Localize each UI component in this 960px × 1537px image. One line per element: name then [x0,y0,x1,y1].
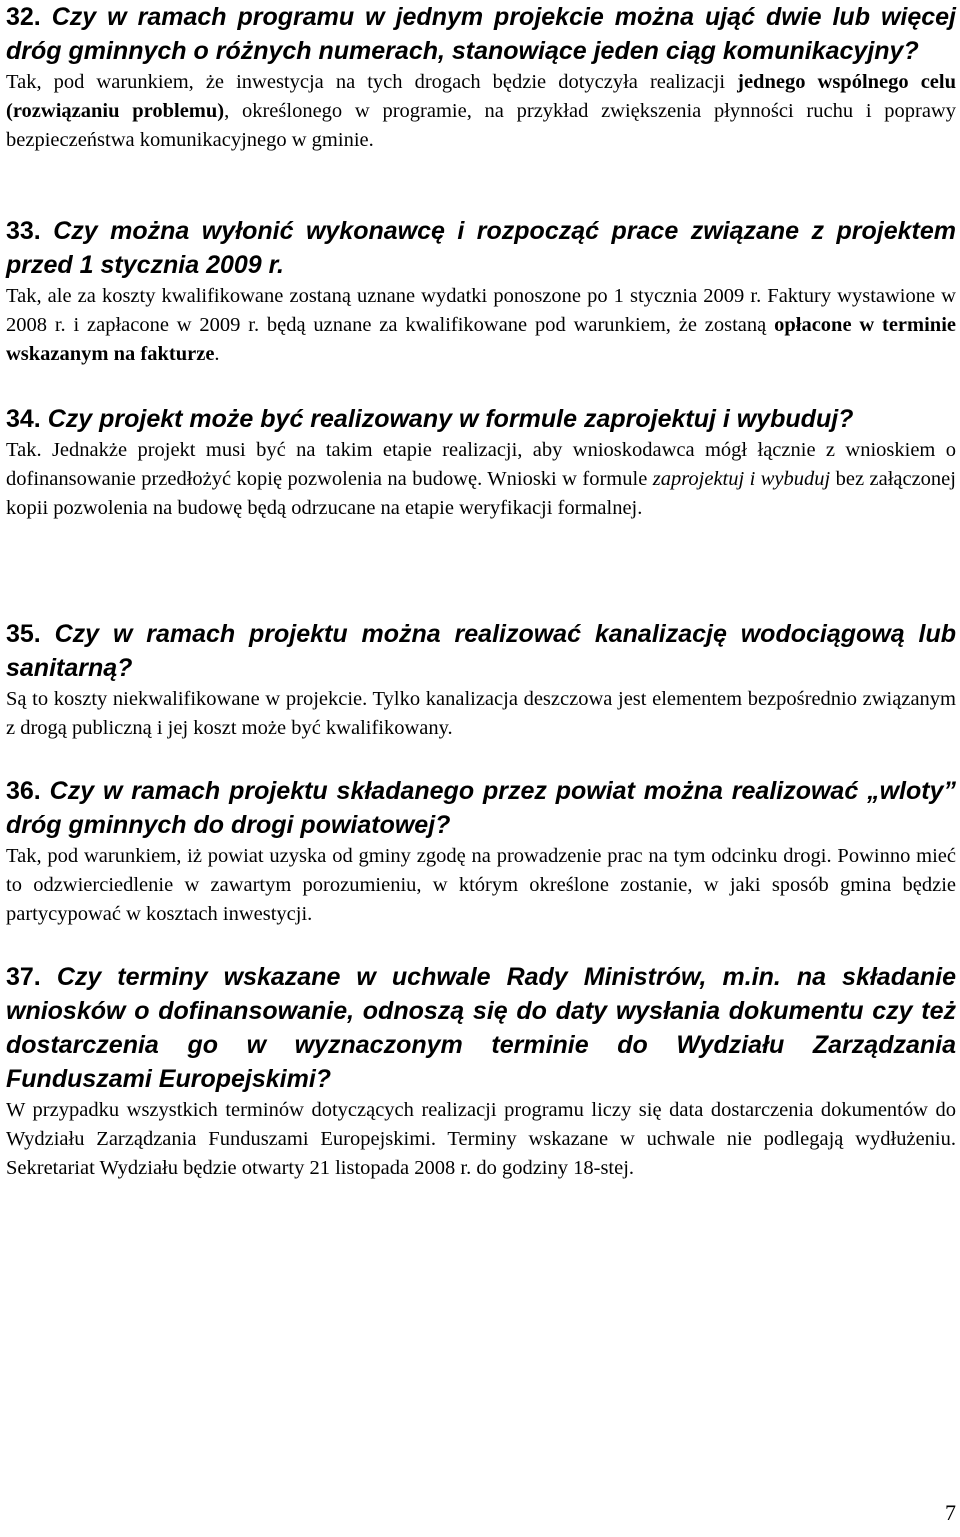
answer-segment: bez załączonej kopii pozwolenia na budowę będą odrzucane na etapie weryfikacji formalnej. [6,468,956,519]
question-number: 34. [6,405,41,433]
answer-segment: . [214,343,220,365]
question-heading [6,960,956,1096]
question-text: Czy projekt może być realizowany w formule zaprojektuj i wybuduj? [47,405,854,433]
question-text: Czy w ramach programu w jednym projekcie można ująć dwie lub więcej dróg gminnych o różnych numerach, stanowiące jeden ciąg komunikacyjny? [6,3,956,65]
faq-item-33 [6,214,956,369]
answer-text: Są to koszty niekwalifikowane w projekcie. Tylko kanalizacja deszczowa jest elementem bezpośrednio związanym z drogą publiczną i jej koszt może być kwalifikowany. [6,688,956,739]
question-heading [6,0,956,68]
question-heading [6,402,956,436]
question-number: 36. [6,777,41,805]
question-number: 35. [6,620,41,648]
faq-item-34 [6,402,956,523]
question-text: Czy w ramach projektu składanego przez powiat można realizować „wloty” dróg gminnych do drogi powiatowej? [6,777,956,839]
answer-text [6,68,956,155]
question-text: Czy w ramach projektu można realizować kanalizację wodociągową lub sanitarną? [6,620,956,682]
answer-text [6,282,956,369]
answer-segment: Tak. Jednakże projekt musi być na takim etapie realizacji, aby wnioskodawca mógł łącznie z wnioskiem o dofinansowanie przedłożyć kopię pozwolenia na budowę. Wnioski w formule [6,439,956,490]
question-number: 32. [6,3,41,31]
answer-bold-segment: opłacone w terminie wskazanym na fakturze [6,314,956,365]
question-text: Czy terminy wskazane w uchwale Rady Ministrów, m.in. na składanie wniosków o dofinansowanie, odnoszą się do daty wysłania dokumentu czy też dostarczenia go w wyznaczonym terminie do Wydziału Zarządzania Funduszami Europejskimi? [6,963,956,1093]
question-heading [6,774,956,842]
question-text: Czy można wyłonić wykonawcę i rozpocząć prace związane z projektem przed 1 stycznia 2009 r. [6,217,956,279]
answer-italic-segment: zaprojektuj i wybuduj [652,468,831,490]
faq-item-36 [6,774,956,929]
answer-text [6,436,956,523]
answer-segment: Tak, pod warunkiem, że inwestycja na tych drogach będzie dotyczyła realizacji [6,71,738,93]
answer-segment: Tak, ale za koszty kwalifikowane zostaną uznane wydatki ponoszone po 1 stycznia 2009 r. Faktury wystawione w 2008 r. i zapłacone w 2009 r. będą uznane za kwalifikowane pod warunkiem, że zostaną [6,285,956,336]
answer-text: Tak, pod warunkiem, iż powiat uzyska od gminy zgodę na prowadzenie prac na tym odcinku drogi. Powinno mieć to odzwierciedlenie w zawartym porozumieniu, w którym określone zostanie, w jaki sposób gmina będzie partycypować w kosztach inwestycji. [6,845,956,925]
faq-item-37 [6,960,956,1183]
faq-item-32 [6,0,956,155]
question-number: 37. [6,963,41,991]
answer-text: W przypadku wszystkich terminów dotyczących realizacji programu liczy się data dostarczenia dokumentów do Wydziału Zarządzania Funduszami Europejskimi. Terminy wskazane w uchwale nie podlegają wydłużeniu. Sekretariat Wydziału będzie otwarty 21 listopada 2008 r. do godziny 18-stej. [6,1099,956,1179]
faq-item-35 [6,617,956,743]
question-heading [6,214,956,282]
answer-segment: , określonego w programie, na przykład zwiększenia płynności ruchu i poprawy bezpieczeństwa komunikacyjnego w gminie. [6,100,956,151]
question-heading [6,617,956,685]
question-number: 33. [6,217,41,245]
answer-bold-segment: jednego wspólnego celu (rozwiązaniu problemu) [6,71,956,122]
page-number: 7 [945,1500,956,1525]
